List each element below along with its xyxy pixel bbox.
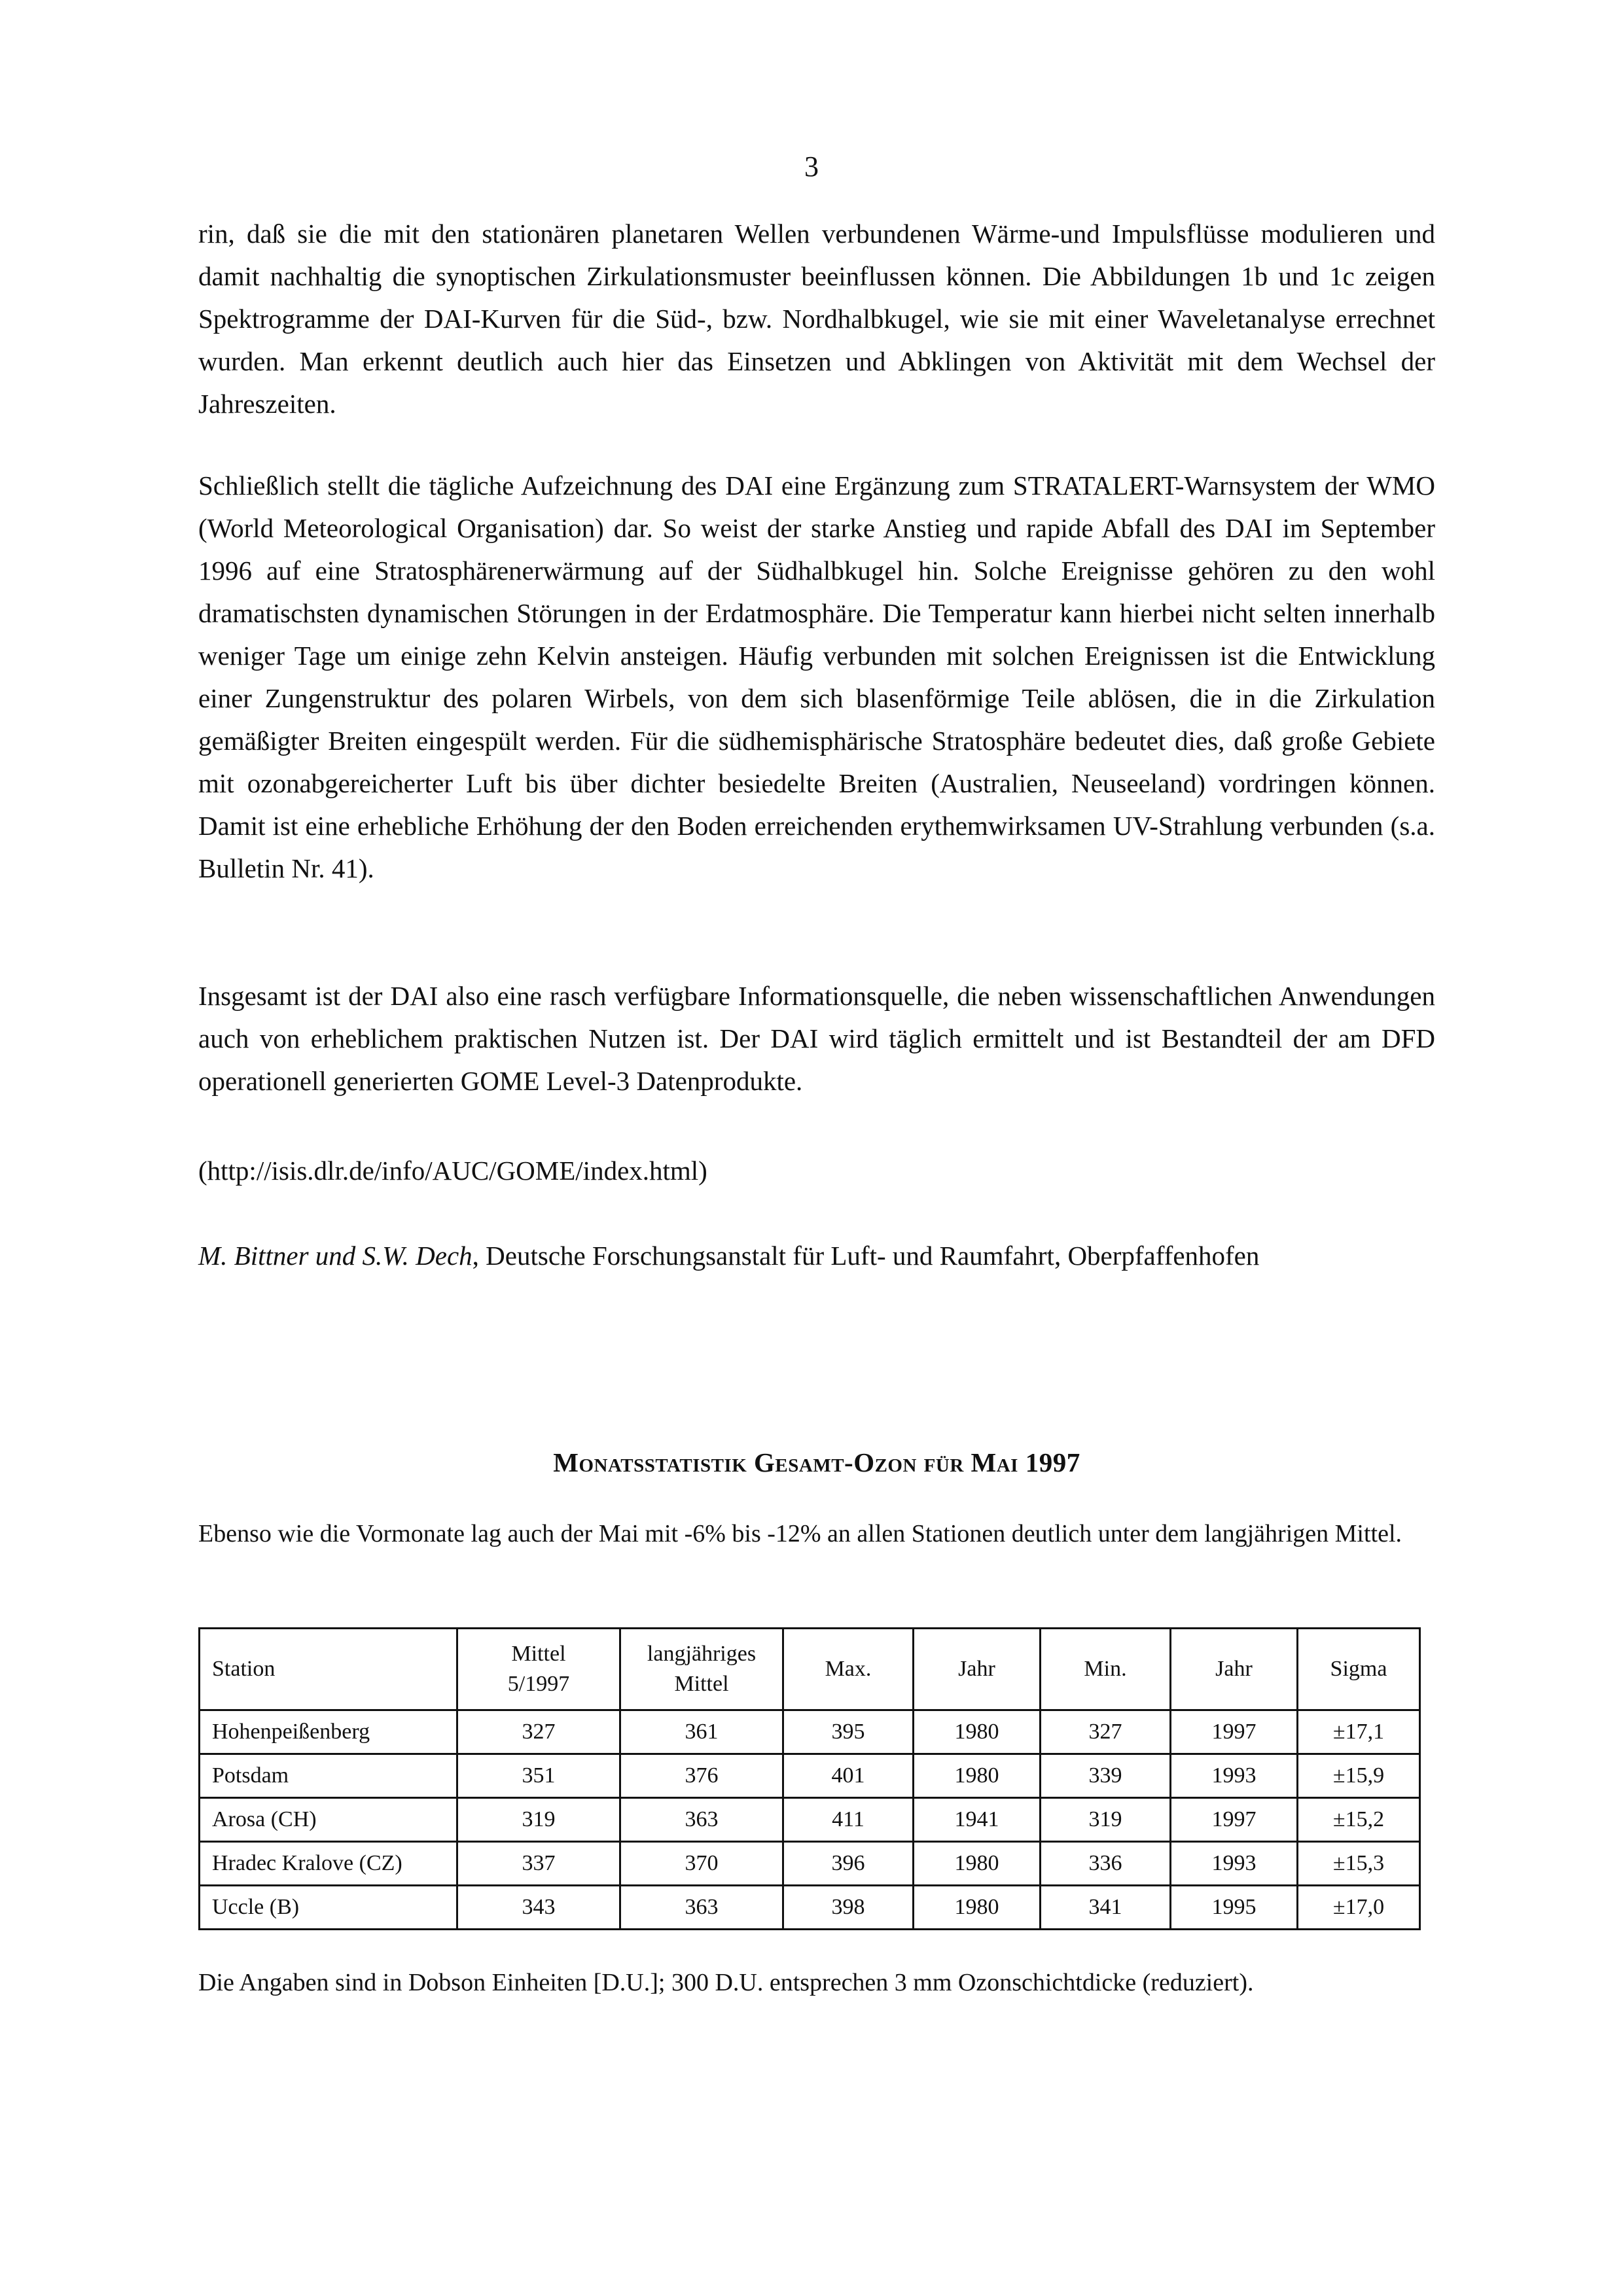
cell-longterm: 376	[620, 1754, 783, 1798]
header-min: Min.	[1041, 1629, 1171, 1710]
cell-sigma: ±17,0	[1298, 1886, 1420, 1930]
body-paragraph: Insgesamt ist der DAI also eine rasch verfügbare Informationsquelle, die neben wissenschaftlichen Anwendungen auch von erheblichem praktischen Nutzen ist. Der DAI wird täglich ermittelt und ist Bestandteil der am DFD operationell generierten GOME Level-3 Datenprodukte.	[198, 981, 1435, 1096]
header-mean	[457, 1629, 620, 1710]
header-station: Station	[200, 1629, 457, 1710]
body-paragraph: Schließlich stellt die tägliche Aufzeichnung des DAI eine Ergänzung zum STRATALERT-Warnsystem der WMO (World Meteorological Organisation) dar. So weist der starke Anstieg und rapide Abfall des DAI im September 1996 auf eine Stratosphärenerwärmung auf der Südhalbkugel hin. Solche Ereignisse gehören zu den wohl dramatischsten dynamischen Störungen in der Erdatmosphäre. Die Temperatur kann hierbei nicht selten innerhalb weniger Tage um einige zehn Kelvin ansteigen. Häufig verbunden mit solchen Ereignissen ist die Entwicklung einer Zungenstruktur des polaren Wirbels, von dem sich blasenförmige Teile ablösen, die in die Zirkulation gemäßigter Breiten eingespült werden. Für die südhemisphärische Stratosphäre bedeutet dies, daß große Gebiete mit ozonabgereicherter Luft bis über dichter besiedelte Breiten (Australien, Neuseeland) vordringen können. Damit ist eine erhebliche Erhöhung der den Boden erreichenden erythemwirksamen UV-Strahlung verbunden (s.a. Bulletin Nr. 41).	[198, 470, 1435, 883]
cell-min: 327	[1041, 1710, 1171, 1754]
table-row	[200, 1798, 1420, 1842]
cell-mean: 319	[457, 1798, 620, 1842]
cell-station: Potsdam	[200, 1754, 457, 1798]
header-longterm-mean	[620, 1629, 783, 1710]
cell-max-year: 1980	[914, 1886, 1041, 1930]
cell-min: 319	[1041, 1798, 1171, 1842]
header-sigma: Sigma	[1298, 1629, 1420, 1710]
header-max-year: Jahr	[914, 1629, 1041, 1710]
page-number: 3	[804, 150, 819, 183]
cell-mean: 327	[457, 1710, 620, 1754]
table-footnote: Die Angaben sind in Dobson Einheiten [D.U.]; 300 D.U. entsprechen 3 mm Ozonschichtdicke (reduziert).	[198, 1969, 1254, 1996]
cell-min-year: 1997	[1171, 1710, 1298, 1754]
cell-longterm: 363	[620, 1798, 783, 1842]
header-mean-line2: 5/1997	[507, 1672, 570, 1696]
cell-min: 341	[1041, 1886, 1171, 1930]
author-line	[198, 1235, 1435, 1277]
cell-station: Hradec Kralove (CZ)	[200, 1842, 457, 1886]
table-intro: Ebenso wie die Vormonate lag auch der Mai mit -6% bis -12% an allen Stationen deutlich unter dem langjährigen Mittel.	[198, 1520, 1402, 1547]
cell-max-year: 1980	[914, 1754, 1041, 1798]
cell-sigma: ±17,1	[1298, 1710, 1420, 1754]
header-max: Max.	[783, 1629, 914, 1710]
source-url: (http://isis.dlr.de/info/AUC/GOME/index.html)	[198, 1156, 707, 1186]
author-names: M. Bittner und S.W. Dech	[198, 1241, 473, 1271]
cell-min-year: 1993	[1171, 1754, 1298, 1798]
cell-station: Uccle (B)	[200, 1886, 457, 1930]
cell-max: 401	[783, 1754, 914, 1798]
table-row	[200, 1886, 1420, 1930]
cell-min-year: 1997	[1171, 1798, 1298, 1842]
cell-longterm: 363	[620, 1886, 783, 1930]
cell-max: 411	[783, 1798, 914, 1842]
cell-longterm: 370	[620, 1842, 783, 1886]
cell-longterm: 361	[620, 1710, 783, 1754]
cell-sigma: ±15,3	[1298, 1842, 1420, 1886]
header-mean-line1: Mittel	[511, 1642, 566, 1666]
cell-sigma: ±15,9	[1298, 1754, 1420, 1798]
table-row	[200, 1842, 1420, 1886]
cell-station: Hohenpeißenberg	[200, 1710, 457, 1754]
cell-sigma: ±15,2	[1298, 1798, 1420, 1842]
cell-min-year: 1993	[1171, 1842, 1298, 1886]
cell-max: 398	[783, 1886, 914, 1930]
cell-min-year: 1995	[1171, 1886, 1298, 1930]
header-min-year: Jahr	[1171, 1629, 1298, 1710]
cell-mean: 351	[457, 1754, 620, 1798]
cell-station: Arosa (CH)	[200, 1798, 457, 1842]
header-longterm-line2: Mittel	[674, 1672, 729, 1696]
cell-min: 339	[1041, 1754, 1171, 1798]
cell-max-year: 1941	[914, 1798, 1041, 1842]
cell-max: 395	[783, 1710, 914, 1754]
cell-min: 336	[1041, 1842, 1171, 1886]
table-header-row	[200, 1629, 1420, 1710]
ozone-statistics-table	[198, 1627, 1421, 1930]
table-row	[200, 1754, 1420, 1798]
author-affiliation: , Deutsche Forschungsanstalt für Luft- und Raumfahrt, Oberpfaffenhofen	[472, 1241, 1260, 1271]
cell-max-year: 1980	[914, 1842, 1041, 1886]
cell-max-year: 1980	[914, 1710, 1041, 1754]
cell-max: 396	[783, 1842, 914, 1886]
cell-mean: 337	[457, 1842, 620, 1886]
cell-mean: 343	[457, 1886, 620, 1930]
header-longterm-line1: langjähriges	[647, 1642, 757, 1666]
table-row	[200, 1710, 1420, 1754]
section-title: Monatsstatistik Gesamt-Ozon für Mai 1997	[553, 1447, 1080, 1477]
body-paragraph: rin, daß sie die mit den stationären planetaren Wellen verbundenen Wärme-und Impulsflüsse modulieren und damit nachhaltig die synoptischen Zirkulationsmuster beeinflussen können. Die Abbildungen 1b und 1c zeigen Spektrogramme der DAI-Kurven für die Süd-, bzw. Nordhalbkugel, wie sie mit einer Waveletanalyse errechnet wurden. Man erkennt deutlich auch hier das Einsetzen und Abklingen von Aktivität mit dem Wechsel der Jahreszeiten.	[198, 219, 1435, 419]
